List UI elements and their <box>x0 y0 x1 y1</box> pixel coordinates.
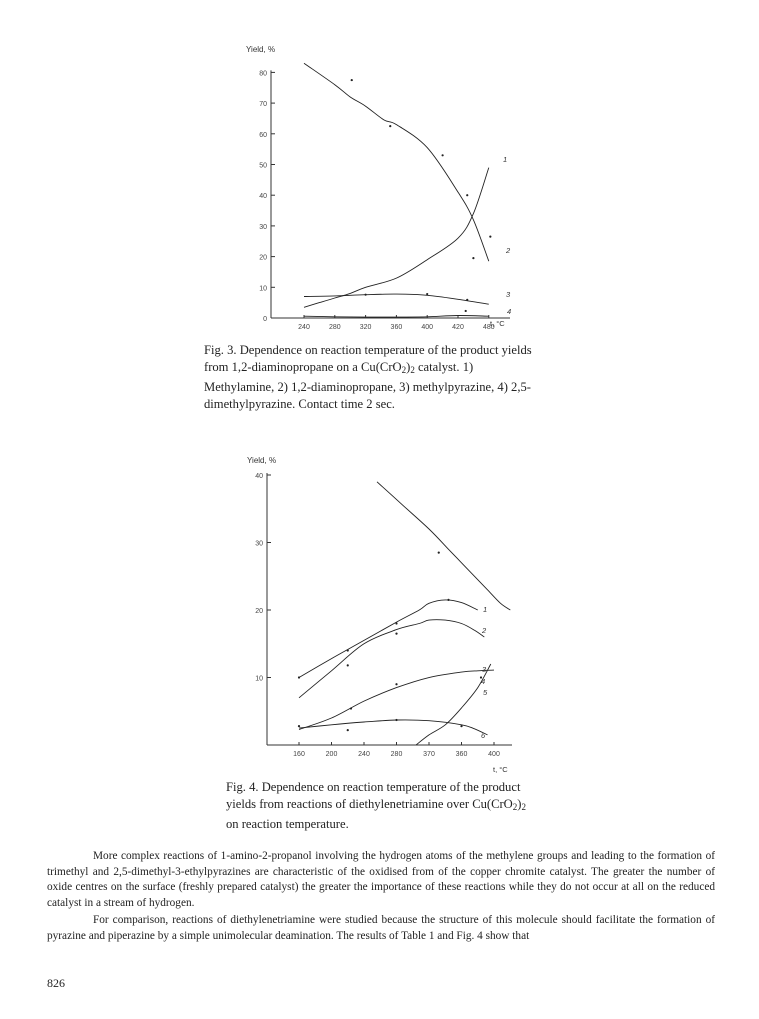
series-label-4: 4 <box>507 307 512 316</box>
x-tick-label: 280 <box>390 751 403 758</box>
data-point <box>298 725 300 727</box>
data-point <box>298 676 300 678</box>
x-tick-label: 420 <box>452 324 464 331</box>
x-tick-label: 160 <box>293 751 305 758</box>
y-tick-label: 0 <box>263 316 267 323</box>
y-tick-label: 20 <box>259 254 267 262</box>
series-label-3: 3 <box>506 290 511 299</box>
data-point <box>365 294 367 296</box>
page-number: 826 <box>47 976 65 990</box>
figure-4-caption <box>226 779 536 833</box>
x-tick-label: 480 <box>482 324 495 331</box>
x-tick-label: 400 <box>488 751 500 758</box>
x-tick-label: 360 <box>455 751 468 758</box>
x-tick-label: 200 <box>325 751 338 758</box>
series-line-5 <box>416 664 491 745</box>
figure-3-caption <box>204 342 544 413</box>
y-tick-label: 30 <box>255 540 263 548</box>
data-point <box>466 194 468 196</box>
series-line-1 <box>304 168 489 308</box>
caption-text: catalyst. 1) Methylamine, 2) 1,2-diaminopropane, 3) methylpyrazine, 4) 2,5-dimethylpyrazine. Contact time 2 sec. <box>204 360 531 411</box>
data-point <box>347 664 349 666</box>
caption-subscript: 2 <box>401 365 407 375</box>
series-label-5: 5 <box>483 688 488 697</box>
y-axis-label: Yield, % <box>247 456 277 465</box>
data-point <box>395 622 397 624</box>
series-label-1: 1 <box>483 605 488 614</box>
x-tick-label: 320 <box>359 324 372 331</box>
y-tick-label: 40 <box>259 193 267 201</box>
data-point <box>465 310 467 312</box>
caption-text: Fig. 4. Dependence on reaction temperature of the product yields from reactions of diethylenetriamine over Cu(CrO <box>226 780 521 811</box>
data-point <box>395 683 397 685</box>
body-paragraph-2: For comparison, reactions of diethylenetriamine were studied because the structure of this molecule should facilitate the formation of pyrazine and piperazine by a simple unimolecular deamination. The results of Table 1 and Fig. 4 show that <box>47 914 715 942</box>
data-point <box>438 552 440 554</box>
data-point <box>347 729 349 731</box>
y-tick-label: 80 <box>259 70 267 78</box>
series-line-1b <box>299 600 478 678</box>
series-line-2 <box>299 620 484 698</box>
caption-text: Fig. 3. Dependence on reaction temperature of the product yields from 1,2-diaminopropane on a Cu(CrO <box>204 343 532 374</box>
x-tick-label: 370 <box>423 751 435 758</box>
x-tick-label: 400 <box>421 324 434 331</box>
series-label-6: 6 <box>481 731 486 740</box>
caption-subscript: 2 <box>521 802 526 812</box>
data-point <box>350 707 352 709</box>
caption-text: ) <box>406 360 411 374</box>
caption-text: ) <box>517 797 522 811</box>
data-point <box>466 299 468 301</box>
y-tick-label: 70 <box>259 101 267 109</box>
y-axis-label: Yield, % <box>246 45 276 54</box>
y-tick-label: 40 <box>255 473 263 480</box>
series-line-1 <box>377 482 510 610</box>
data-point <box>460 725 462 727</box>
series-label-2: 2 <box>482 626 487 635</box>
x-tick-label: 240 <box>298 324 310 331</box>
caption-text: on reaction temperature. <box>226 817 349 831</box>
series-line-2 <box>304 63 489 261</box>
x-axis-label: t, °C <box>490 319 505 328</box>
data-point <box>347 649 349 651</box>
data-point <box>389 125 391 127</box>
data-point <box>395 633 397 635</box>
data-point <box>489 236 491 238</box>
figure-4-chart <box>247 456 512 774</box>
y-tick-label: 60 <box>259 131 267 139</box>
data-point <box>472 257 474 259</box>
x-tick-label: 280 <box>328 324 341 331</box>
y-tick-label: 10 <box>255 675 263 683</box>
series-label-4: 4 <box>481 677 486 686</box>
y-tick-label: 20 <box>255 608 263 615</box>
caption-subscript: 2 <box>410 365 415 375</box>
series-line-4 <box>299 720 488 735</box>
y-tick-label: 10 <box>259 285 267 293</box>
x-tick-label: 360 <box>390 324 403 331</box>
y-tick-label: 50 <box>259 162 267 170</box>
x-tick-label: 240 <box>358 751 370 758</box>
series-label-3: 3 <box>482 665 487 674</box>
data-point <box>442 154 444 156</box>
data-point <box>447 599 449 601</box>
caption-subscript: 2 <box>512 802 518 812</box>
figure-3-chart <box>246 45 511 331</box>
data-point <box>426 293 428 295</box>
y-tick-label: 30 <box>259 223 267 231</box>
data-point <box>395 719 397 721</box>
x-axis-label: t, °C <box>493 765 508 774</box>
body-paragraph-1: More complex reactions of 1-amino-2-propanol involving the hydrogen atoms of the methylene groups and leading to the formation of trimethyl and 2,5-dimethyl-3-ethylpyrazines are characteristic of the oxidised from of the copper chromite catalyst. The greater the number of oxide centres on the surface (freshly prepared catalyst) the greater the importance of these reactions while they do not occur at all on the reduced catalyst in a stream of hydrogen. <box>47 850 715 909</box>
series-label-2: 2 <box>506 246 511 255</box>
series-label-1: 1 <box>503 155 508 164</box>
data-point <box>351 79 353 81</box>
